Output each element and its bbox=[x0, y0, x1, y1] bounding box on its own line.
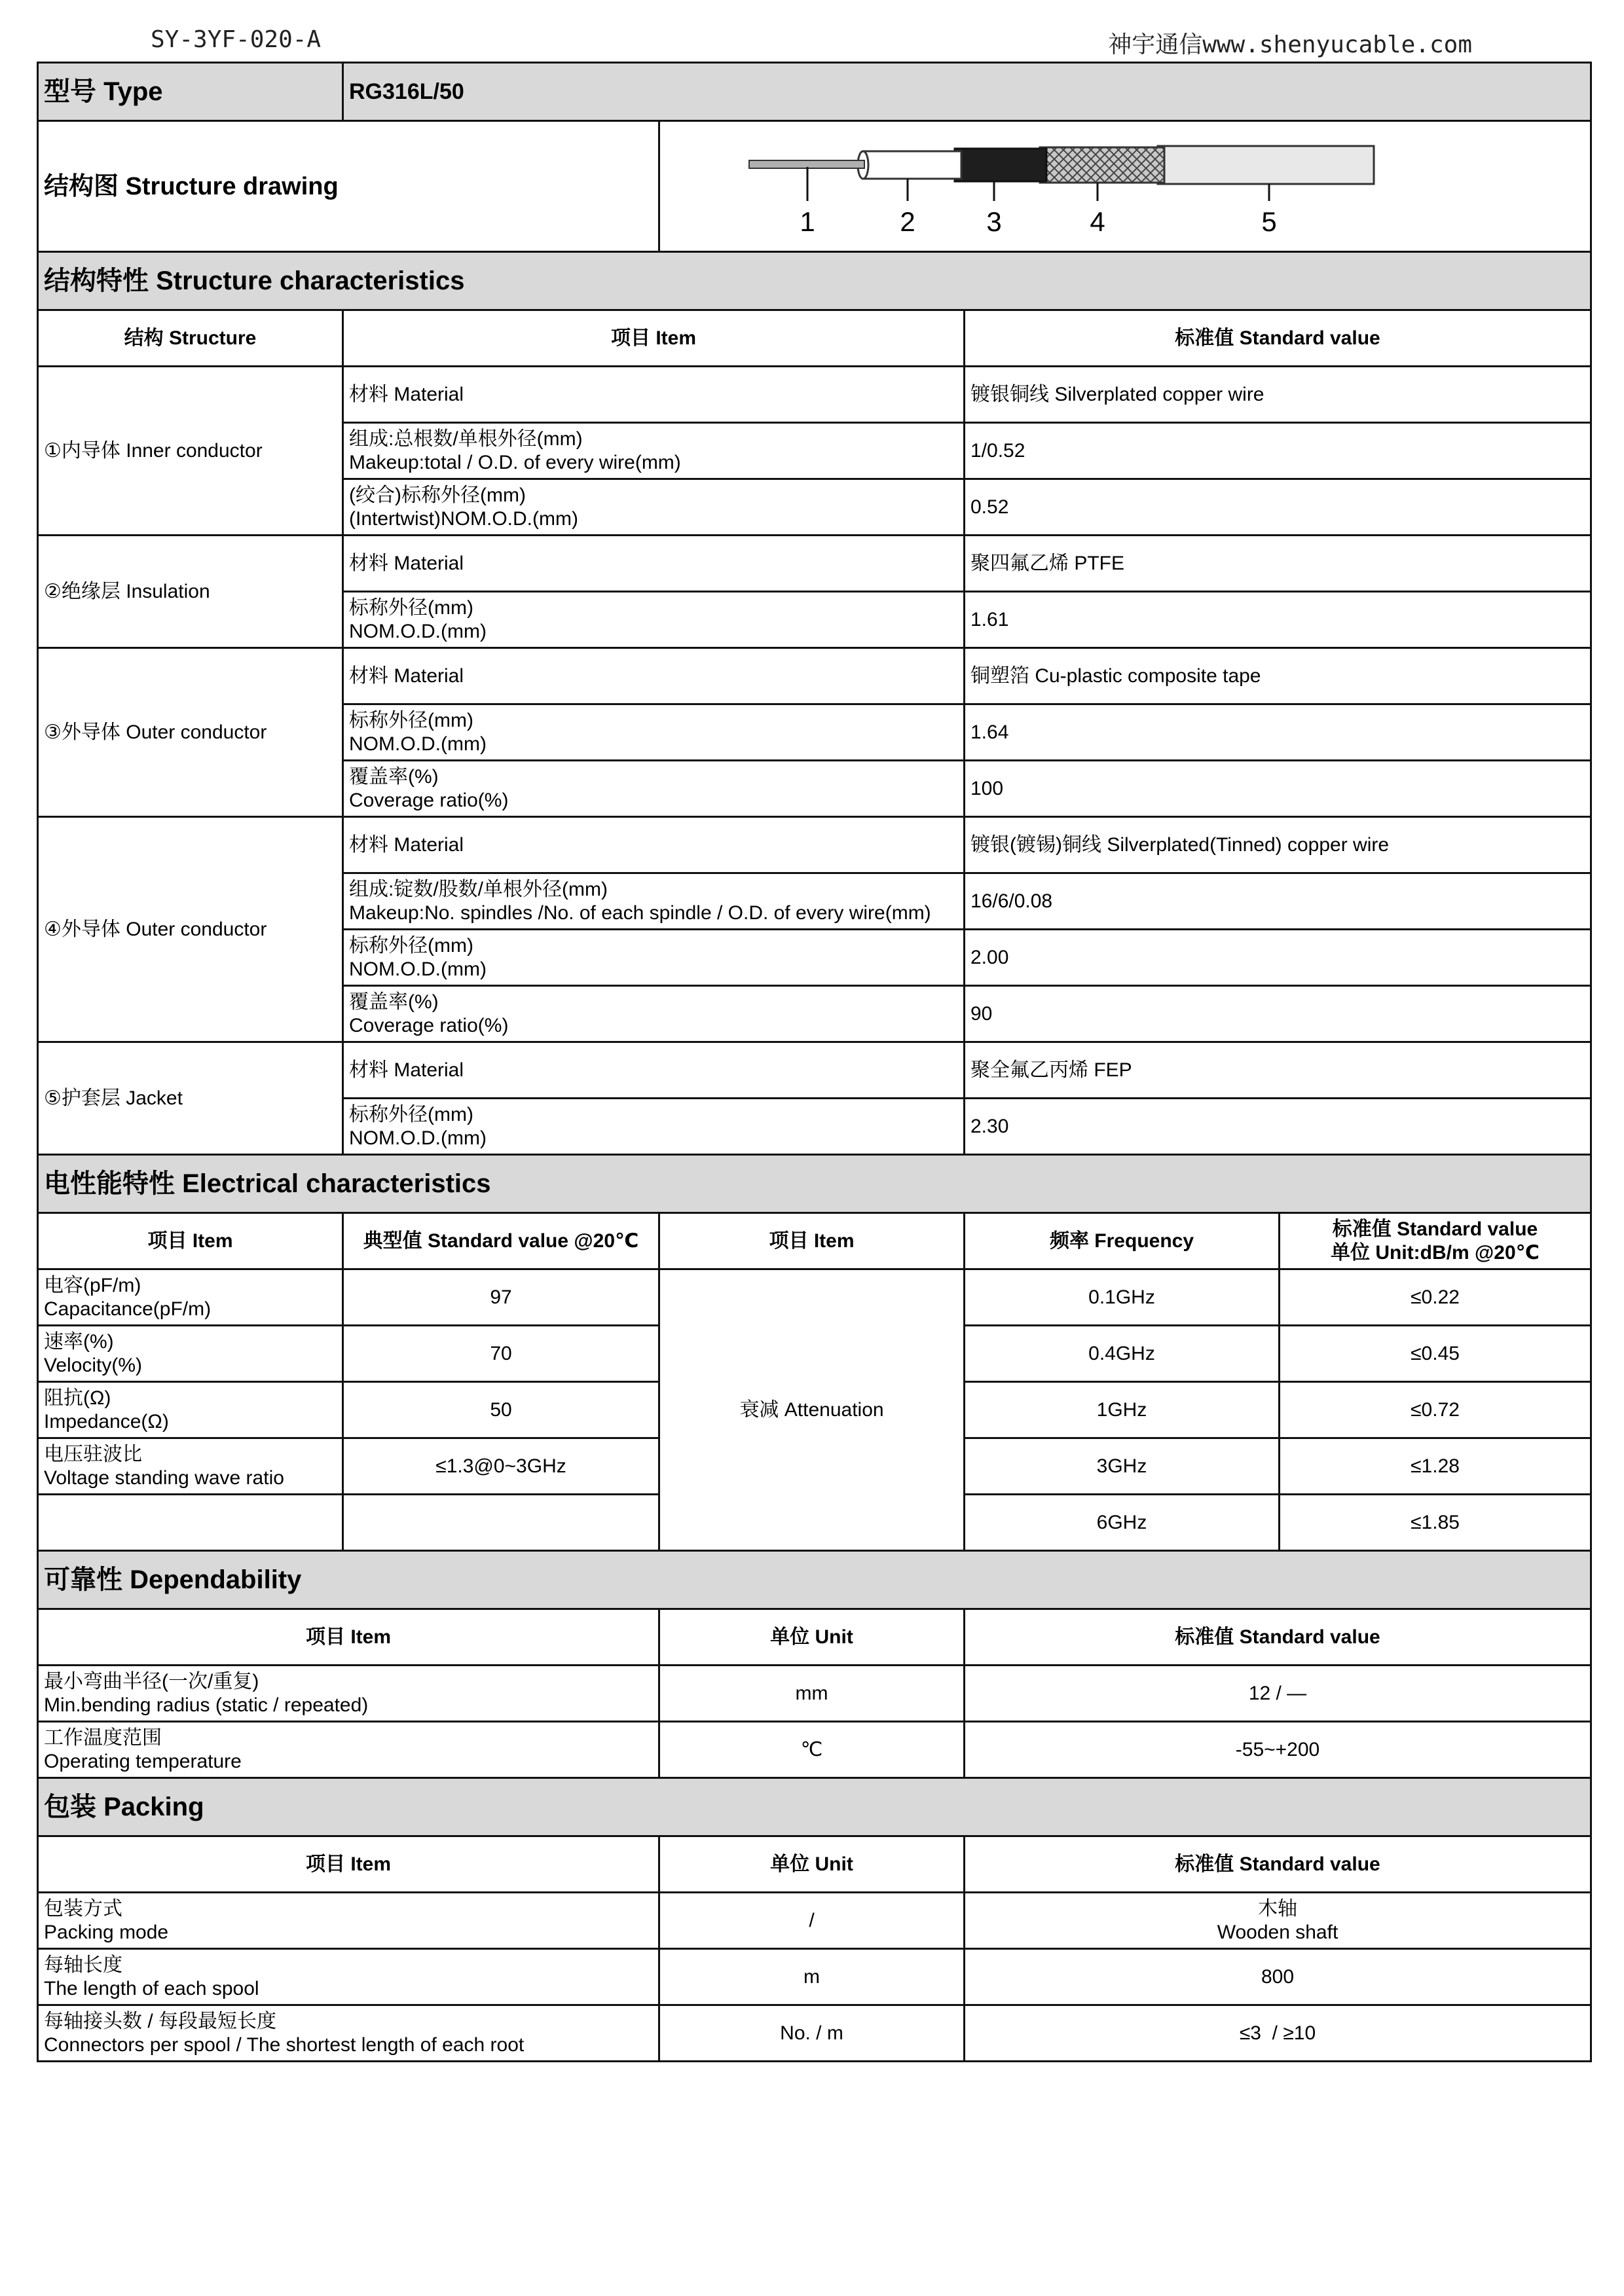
table-row bbox=[38, 817, 1591, 873]
item-cell: 工作温度范围 Operating temperature bbox=[38, 1722, 659, 1778]
table-row bbox=[38, 2005, 1591, 2062]
attenuation-cell: ≤1.85 bbox=[1280, 1495, 1591, 1551]
callout-3: 3 bbox=[986, 206, 1002, 237]
document-code: SY-3YF-020-A bbox=[151, 26, 322, 53]
table-row bbox=[38, 1269, 1591, 1326]
value-cell: 50 bbox=[343, 1382, 659, 1438]
item-cell: 材料 Material bbox=[343, 648, 965, 704]
item-col-header: 项目 Item bbox=[659, 1213, 965, 1269]
attenuation-cell: ≤0.72 bbox=[1280, 1382, 1591, 1438]
value-cell: 聚四氟乙烯 PTFE bbox=[965, 536, 1591, 592]
frequency-cell: 1GHz bbox=[965, 1382, 1280, 1438]
callout-4: 4 bbox=[1090, 206, 1105, 237]
unit-cell: m bbox=[659, 1949, 965, 2005]
value-cell: 镀银(镀锡)铜线 Silverplated(Tinned) copper wire bbox=[965, 817, 1591, 873]
structure-group-name: ⑤护套层 Jacket bbox=[38, 1042, 343, 1155]
item-col-header: 项目 Item bbox=[343, 310, 965, 367]
item-col-header: 项目 Item bbox=[38, 1836, 659, 1893]
packing-section-header bbox=[38, 1778, 1591, 1836]
value-cell: 镀银铜线 Silverplated copper wire bbox=[965, 367, 1591, 423]
value-cell: 2.00 bbox=[965, 930, 1591, 986]
typical-value-col-header: 典型值 Standard value @20℃ bbox=[343, 1213, 659, 1269]
unit-cell: No. / m bbox=[659, 2005, 965, 2062]
drawing-row bbox=[38, 121, 1591, 252]
item-cell: 标称外径(mm) NOM.O.D.(mm) bbox=[343, 704, 965, 761]
table-row bbox=[38, 367, 1591, 423]
unit-cell: ℃ bbox=[659, 1722, 965, 1778]
value-cell: 木轴 Wooden shaft bbox=[965, 1893, 1591, 1949]
structure-column-headers bbox=[38, 310, 1591, 367]
value-col-header: 标准值 Standard value bbox=[965, 1609, 1591, 1666]
structure-group-name: ①内导体 Inner conductor bbox=[38, 367, 343, 536]
attenuation-label: 衰减 Attenuation bbox=[659, 1269, 965, 1551]
structure-section-title: 结构特性 Structure characteristics bbox=[38, 252, 1591, 310]
attenuation-cell: ≤1.28 bbox=[1280, 1438, 1591, 1495]
table-row bbox=[38, 1949, 1591, 2005]
item-cell: 每轴长度 The length of each spool bbox=[38, 1949, 659, 2005]
electrical-section-header bbox=[38, 1155, 1591, 1213]
structure-col-header: 结构 Structure bbox=[38, 310, 343, 367]
item-col-header: 项目 Item bbox=[38, 1609, 659, 1666]
drawing-label: 结构图 Structure drawing bbox=[38, 121, 659, 252]
value-cell: 16/6/0.08 bbox=[965, 873, 1591, 930]
frequency-col-header: 频率 Frequency bbox=[965, 1213, 1280, 1269]
packing-column-headers bbox=[38, 1836, 1591, 1893]
frequency-cell: 3GHz bbox=[965, 1438, 1280, 1495]
value-col-header: 标准值 Standard value bbox=[965, 310, 1591, 367]
item-cell: 标称外径(mm) NOM.O.D.(mm) bbox=[343, 592, 965, 648]
item-cell: 包装方式 Packing mode bbox=[38, 1893, 659, 1949]
value-cell: 铜塑箔 Cu-plastic composite tape bbox=[965, 648, 1591, 704]
callout-2: 2 bbox=[900, 206, 915, 237]
frequency-cell: 6GHz bbox=[965, 1495, 1280, 1551]
item-cell: 电容(pF/m) Capacitance(pF/m) bbox=[38, 1269, 343, 1326]
item-cell: (绞合)标称外径(mm) (Intertwist)NOM.O.D.(mm) bbox=[343, 479, 965, 536]
item-cell: 电压驻波比 Voltage standing wave ratio bbox=[38, 1438, 343, 1495]
type-row bbox=[38, 63, 1591, 121]
dependability-section-header bbox=[38, 1551, 1591, 1609]
company-website: 神宇通信www.shenyucable.com bbox=[1108, 31, 1472, 58]
unit-cell: / bbox=[659, 1893, 965, 1949]
item-cell: 每轴接头数 / 每段最短长度 Connectors per spool / The shortest length of each root bbox=[38, 2005, 659, 2062]
value-cell: -55~+200 bbox=[965, 1722, 1591, 1778]
value-cell: ≤3 / ≥10 bbox=[965, 2005, 1591, 2062]
unit-col-header: 单位 Unit bbox=[659, 1836, 965, 1893]
electrical-section-title: 电性能特性 Electrical characteristics bbox=[38, 1155, 1591, 1213]
item-cell: 材料 Material bbox=[343, 367, 965, 423]
table-row bbox=[38, 1042, 1591, 1099]
item-cell: 标称外径(mm) NOM.O.D.(mm) bbox=[343, 930, 965, 986]
item-cell: 材料 Material bbox=[343, 536, 965, 592]
frequency-cell: 0.4GHz bbox=[965, 1326, 1280, 1382]
attenuation-cell: ≤0.22 bbox=[1280, 1269, 1591, 1326]
specification-table bbox=[37, 62, 1592, 2062]
cable-structure-drawing bbox=[660, 122, 1590, 251]
value-cell: 1/0.52 bbox=[965, 423, 1591, 479]
callout-1: 1 bbox=[800, 206, 815, 237]
attenuation-cell: ≤0.45 bbox=[1280, 1326, 1591, 1382]
unit-col-header: 单位 Unit bbox=[659, 1609, 965, 1666]
value-cell bbox=[343, 1495, 659, 1551]
value-col-header: 标准值 Standard value bbox=[965, 1836, 1591, 1893]
item-cell bbox=[38, 1495, 343, 1551]
jacket-layer bbox=[1158, 146, 1374, 184]
item-cell: 速率(%) Velocity(%) bbox=[38, 1326, 343, 1382]
item-cell: 组成:总根数/单根外径(mm) Makeup:total / O.D. of every wire(mm) bbox=[343, 423, 965, 479]
dependability-column-headers bbox=[38, 1609, 1591, 1666]
table-row bbox=[38, 1722, 1591, 1778]
cable-drawing-cell bbox=[659, 121, 1591, 252]
value-cell: 聚全氟乙丙烯 FEP bbox=[965, 1042, 1591, 1099]
frequency-cell: 0.1GHz bbox=[965, 1269, 1280, 1326]
unit-cell: mm bbox=[659, 1666, 965, 1722]
value-cell: 97 bbox=[343, 1269, 659, 1326]
insulation-layer bbox=[863, 151, 961, 179]
item-cell: 材料 Material bbox=[343, 1042, 965, 1099]
dependability-section-title: 可靠性 Dependability bbox=[38, 1551, 1591, 1609]
structure-group-name: ②绝缘层 Insulation bbox=[38, 536, 343, 648]
table-row bbox=[38, 648, 1591, 704]
value-cell: ≤1.3@0~3GHz bbox=[343, 1438, 659, 1495]
item-cell: 覆盖率(%) Coverage ratio(%) bbox=[343, 761, 965, 817]
item-cell: 材料 Material bbox=[343, 817, 965, 873]
table-row bbox=[38, 536, 1591, 592]
electrical-column-headers bbox=[38, 1213, 1591, 1269]
value-cell: 70 bbox=[343, 1326, 659, 1382]
value-cell: 0.52 bbox=[965, 479, 1591, 536]
value-cell: 100 bbox=[965, 761, 1591, 817]
value-cell: 800 bbox=[965, 1949, 1591, 2005]
value-cell: 1.64 bbox=[965, 704, 1591, 761]
value-cell: 12 / — bbox=[965, 1666, 1591, 1722]
structure-group-name: ④外导体 Outer conductor bbox=[38, 817, 343, 1042]
type-value: RG316L/50 bbox=[343, 63, 1591, 121]
item-cell: 覆盖率(%) Coverage ratio(%) bbox=[343, 986, 965, 1042]
table-row bbox=[38, 1666, 1591, 1722]
structure-group-name: ③外导体 Outer conductor bbox=[38, 648, 343, 817]
structure-section-header bbox=[38, 252, 1591, 310]
foil-layer bbox=[955, 149, 1046, 181]
item-col-header: 项目 Item bbox=[38, 1213, 343, 1269]
callout-5: 5 bbox=[1261, 206, 1277, 237]
item-cell: 最小弯曲半径(一次/重复) Min.bending radius (static / repeated) bbox=[38, 1666, 659, 1722]
attenuation-value-col-header: 标准值 Standard value 单位 Unit:dB/m @20℃ bbox=[1280, 1213, 1591, 1269]
value-cell: 1.61 bbox=[965, 592, 1591, 648]
table-row bbox=[38, 1893, 1591, 1949]
value-cell: 2.30 bbox=[965, 1099, 1591, 1155]
value-cell: 90 bbox=[965, 986, 1591, 1042]
item-cell: 标称外径(mm) NOM.O.D.(mm) bbox=[343, 1099, 965, 1155]
packing-section-title: 包装 Packing bbox=[38, 1778, 1591, 1836]
item-cell: 阻抗(Ω) Impedance(Ω) bbox=[38, 1382, 343, 1438]
braid-layer bbox=[1040, 147, 1164, 183]
item-cell: 组成:锭数/股数/单根外径(mm) Makeup:No. spindles /No. of each spindle / O.D. of every wire(mm) bbox=[343, 873, 965, 930]
type-label: 型号 Type bbox=[38, 63, 343, 121]
